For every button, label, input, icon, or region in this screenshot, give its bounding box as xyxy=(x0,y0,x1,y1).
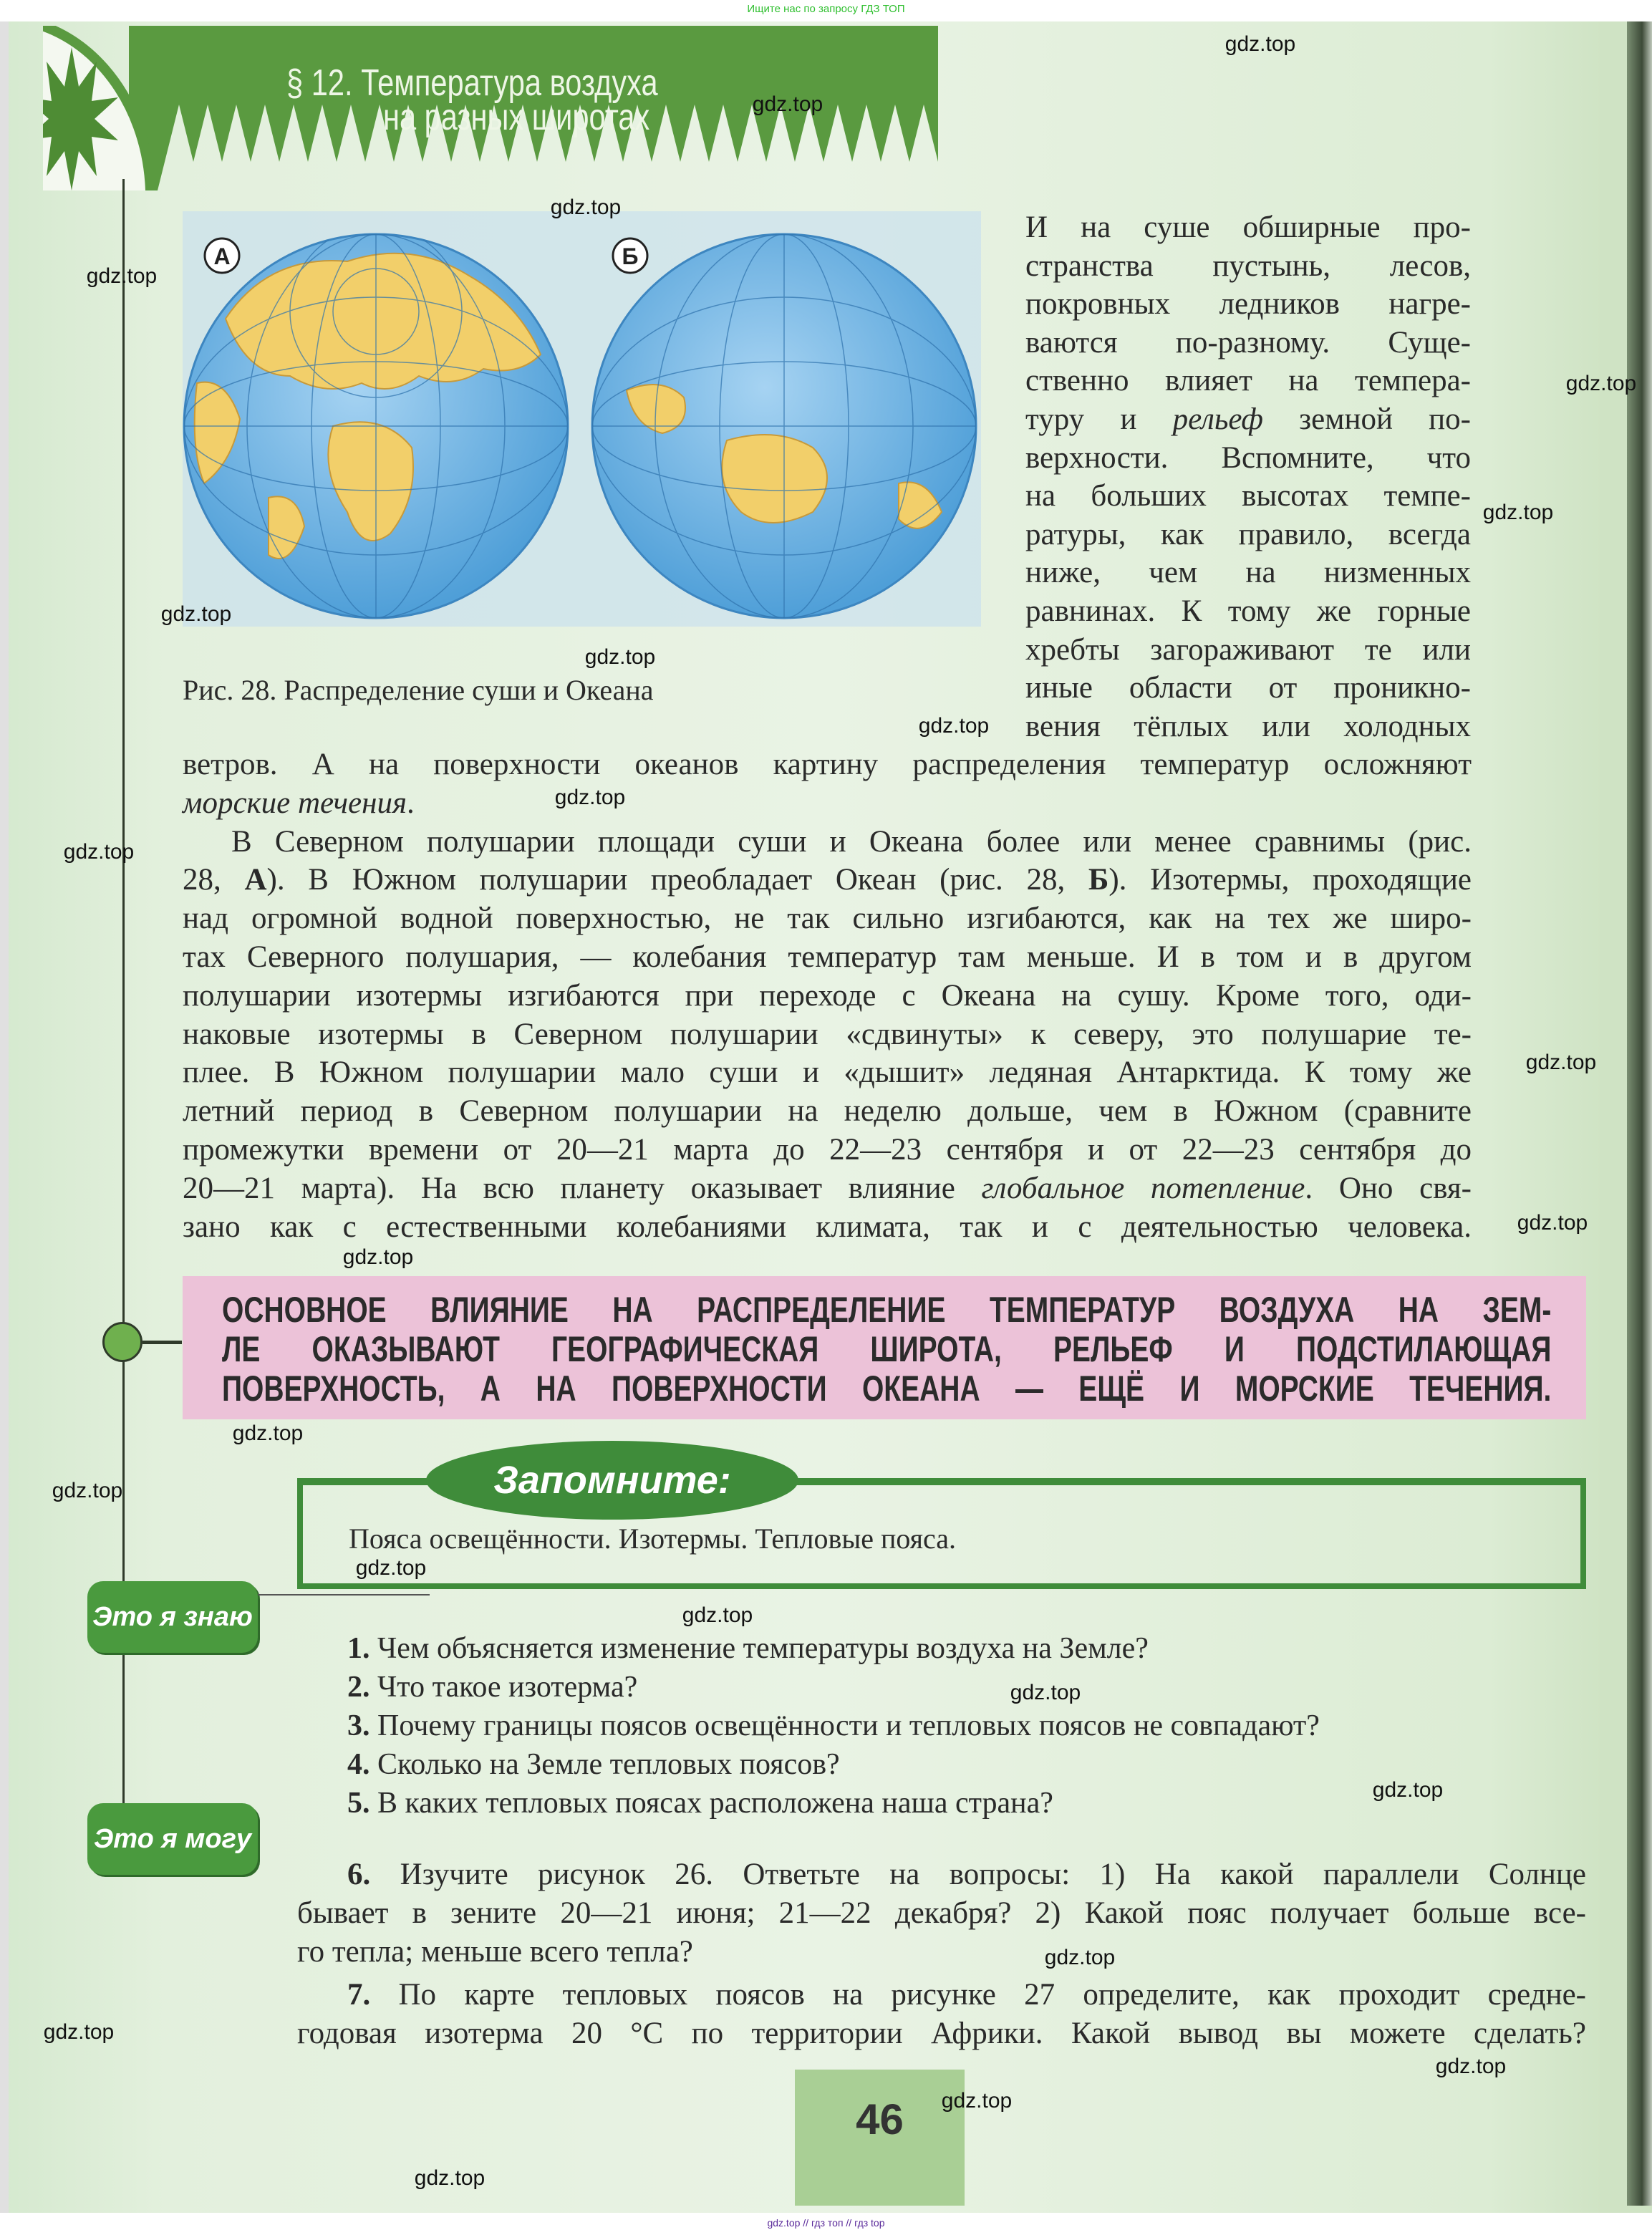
label-a-marker xyxy=(205,238,239,273)
text-run: туру и xyxy=(1025,402,1173,436)
text-line xyxy=(183,1055,1472,1091)
text-run: земной по- xyxy=(1262,402,1472,436)
tab-know-section: Это я знаю xyxy=(87,1581,258,1653)
task-number: 7. xyxy=(347,1978,371,2012)
watermark-text: gdz.top xyxy=(1010,1681,1081,1704)
watermark-text: gdz.top xyxy=(1482,501,1554,524)
text-line xyxy=(183,862,1472,898)
text-line xyxy=(183,786,1472,821)
watermark-text: gdz.top xyxy=(43,2020,115,2044)
text-run: летний период в Северном полушарии на неделю дольше, чем в Южном (сравните xyxy=(183,1094,1472,1129)
question-number: 5. xyxy=(347,1787,370,1820)
question-text: Что такое изотерма? xyxy=(369,1671,638,1704)
text-line xyxy=(183,747,1472,783)
text-run: над огромной водной поверхностью, не так сильно изгибаются, как на тех же широ- xyxy=(183,902,1472,936)
text-line xyxy=(183,1132,1472,1168)
page-left-margin xyxy=(0,21,9,2213)
watermark-text: gdz.top xyxy=(550,195,622,219)
timeline-connector xyxy=(143,1341,182,1344)
text-line xyxy=(1025,478,1471,514)
watermark-text: gdz.top xyxy=(584,645,656,669)
text-run: промежутки времени от 20—21 марта до 22—23 сентября и от 22—23 сентября до xyxy=(183,1133,1472,1167)
bottom-site-note: gdz.top // гдз топ // гдз top xyxy=(767,2217,885,2229)
text-line xyxy=(183,1171,1472,1207)
remember-terms: Пояса освещённости. Изотермы. Тепловые пояса. xyxy=(349,1522,957,1555)
question-text: Сколько на Земле тепловых поясов? xyxy=(369,1748,840,1781)
text-line xyxy=(183,940,1472,975)
conclusion-line: ПОВЕРХНОСТЬ, А НА ПОВЕРХНОСТИ ОКЕАНА — ЕЩЁ И МОРСКИЕ ТЕЧЕНИЯ. xyxy=(222,1368,1552,1409)
watermark-text: gdz.top xyxy=(1435,2055,1507,2078)
watermark-text: gdz.top xyxy=(1565,372,1637,395)
page-binding-shadow xyxy=(1627,21,1652,2206)
text-run: наковые изотермы в Северном полушарии «сдвинуты» к северу, это полушарие те- xyxy=(183,1017,1472,1051)
text-run: покровных ледников нагре- xyxy=(1025,287,1471,322)
text-run: И на суше обширные про- xyxy=(1025,211,1471,244)
task-line xyxy=(297,2016,1586,2051)
text-line xyxy=(1025,286,1471,322)
text-run: 28, xyxy=(183,863,245,897)
section-divider xyxy=(258,1594,430,1596)
watermark-text: gdz.top xyxy=(918,714,990,738)
task-text: Изучите рисунок 26. Ответьте на вопросы: 1) На какой параллели Солнце xyxy=(400,1858,1587,1891)
text-run: хребты загораживают те или xyxy=(1025,632,1471,667)
task-line xyxy=(347,1977,1586,2012)
watermark-text: gdz.top xyxy=(941,2089,1013,2113)
text-run: тах Северного полушария, — колебания температур там меньше. И в том и в другом xyxy=(183,940,1472,974)
label-b-marker xyxy=(613,238,647,273)
chapter-title-line1: § 12. Температура воздуха xyxy=(286,62,658,104)
task-text: По карте тепловых поясов на рисунке 27 определите, как проходит средне- xyxy=(398,1978,1587,2012)
text-line xyxy=(1025,632,1471,668)
watermark-text: gdz.top xyxy=(160,602,232,626)
chapter-title-line2: на разных широтах xyxy=(383,97,650,138)
watermark-text: gdz.top xyxy=(52,1479,123,1502)
figure-caption: Рис. 28. Распределение суши и Океана xyxy=(183,674,654,706)
text-line xyxy=(1025,402,1471,438)
text-run: В Северном полушарии площади суши и Океана более или менее сравнимы (рис. xyxy=(231,824,1472,859)
figure-28-globes xyxy=(183,211,981,627)
text-line xyxy=(1025,210,1471,246)
text-run: ственно влияет на темпера- xyxy=(1025,364,1471,398)
text-line xyxy=(183,1210,1472,1245)
text-line xyxy=(1025,517,1471,553)
watermark-text: gdz.top xyxy=(682,1603,753,1627)
question-number: 3. xyxy=(347,1709,370,1742)
watermark-text: gdz.top xyxy=(1224,32,1296,56)
task-text: годовая изотерма 20 °C по территории Африки. Какой вывод вы можете сделать? xyxy=(297,2017,1586,2050)
text-line xyxy=(183,901,1472,937)
text-line xyxy=(183,978,1472,1014)
watermark-text: gdz.top xyxy=(232,1421,304,1445)
text-run: зано как с естественными колебаниями климата, так и с деятельностью человека. xyxy=(183,1210,1472,1244)
text-line xyxy=(1025,363,1471,399)
question-item xyxy=(347,1631,1149,1666)
text-line xyxy=(1025,709,1471,745)
text-run: на больших высотах темпе- xyxy=(1025,479,1471,513)
conclusion-line: ЛЕ ОКАЗЫВАЮТ ГЕОГРАФИЧЕСКАЯ ШИРОТА, РЕЛЬЕФ И ПОДСТИЛАЮЩАЯ xyxy=(222,1329,1552,1369)
task-line xyxy=(347,1857,1586,1892)
task-line xyxy=(297,1896,1586,1931)
text-line xyxy=(1025,670,1471,706)
text-line xyxy=(183,1094,1472,1129)
question-number: 2. xyxy=(347,1671,370,1704)
question-item xyxy=(347,1747,840,1782)
text-run: ). Изотермы, проходящие xyxy=(1108,863,1472,897)
text-line xyxy=(1025,594,1471,629)
tab-can-section: Это я могу xyxy=(87,1803,258,1875)
bold-ref: Б xyxy=(1088,863,1109,897)
timeline-marker-dot xyxy=(102,1322,143,1362)
task-line xyxy=(297,1934,1586,1969)
watermark-text: gdz.top xyxy=(355,1556,427,1580)
text-run: ваются по-разному. Суще- xyxy=(1025,325,1471,359)
watermark-text: gdz.top xyxy=(752,92,823,116)
question-number: 4. xyxy=(347,1748,370,1781)
text-run: ветров. А на поверхности океанов картину распределения температур осложняют xyxy=(183,748,1472,781)
text-run: 20—21 марта). На всю планету оказывает влияние xyxy=(183,1171,982,1205)
globe-southern-hemisphere xyxy=(592,234,976,618)
task-text: го тепла; меньше всего тепла? xyxy=(297,1935,693,1969)
question-number: 1. xyxy=(347,1632,370,1665)
text-run: ратуры, как правило, всегда xyxy=(1025,517,1471,551)
watermark-text: gdz.top xyxy=(63,840,135,864)
page-number: 46 xyxy=(856,2095,904,2143)
question-text: Почему границы поясов освещённости и тепловых поясов не совпадают? xyxy=(369,1709,1320,1742)
italic-term: морские течения xyxy=(183,786,407,820)
remember-label: Запомните: xyxy=(426,1441,798,1520)
watermark-text: gdz.top xyxy=(554,786,626,809)
text-run: полушарии изотермы изгибаются при переходе с Океана на сушу. Кроме того, оди- xyxy=(183,978,1472,1013)
label-b: Б xyxy=(622,243,639,269)
text-run: плее. В Южном полушарии мало суши и «дышит» ледяная Антарктида. К тому же xyxy=(183,1056,1472,1090)
text-run: верхности. Вспомните, что xyxy=(1025,440,1471,475)
text-line xyxy=(1025,325,1471,361)
text-run: . xyxy=(406,786,415,820)
watermark-text: gdz.top xyxy=(86,264,158,288)
watermark-text: gdz.top xyxy=(414,2166,486,2190)
text-run: равнинах. К тому же горные xyxy=(1025,594,1471,628)
task-text: бывает в зените 20—21 июня; 21—22 декабря? 2) Какой пояс получает больше все- xyxy=(297,1896,1586,1930)
top-search-note: Ищите нас по запросу ГДЗ ТОП xyxy=(747,3,905,15)
question-item xyxy=(347,1786,1053,1820)
text-line xyxy=(1025,248,1471,284)
watermark-text: gdz.top xyxy=(1044,1946,1116,1969)
text-run: . Оно свя- xyxy=(1305,1171,1472,1205)
watermark-text: gdz.top xyxy=(342,1245,414,1269)
question-text: Чем объясняется изменение температуры воздуха на Земле? xyxy=(369,1632,1149,1665)
question-item xyxy=(347,1709,1320,1743)
watermark-text: gdz.top xyxy=(1372,1778,1444,1802)
text-line xyxy=(1025,555,1471,591)
task-number: 6. xyxy=(347,1858,371,1891)
text-line xyxy=(231,824,1472,860)
question-text: В каких тепловых поясах расположена наша страна? xyxy=(369,1787,1053,1820)
text-run: ниже, чем на низменных xyxy=(1025,556,1471,590)
watermark-text: gdz.top xyxy=(1525,1051,1597,1074)
text-run: вения тёплых или холодных xyxy=(1025,709,1471,743)
italic-term: рельеф xyxy=(1172,402,1263,436)
watermark-text: gdz.top xyxy=(1517,1211,1588,1235)
text-run: иные области от проникно- xyxy=(1025,671,1471,705)
text-run: ). В Южном полушарии преобладает Океан (рис. 28, xyxy=(266,863,1088,897)
conclusion-line: ОСНОВНОЕ ВЛИЯНИЕ НА РАСПРЕДЕЛЕНИЕ ТЕМПЕРАТУР ВОЗДУХА НА ЗЕМ- xyxy=(222,1290,1552,1330)
bold-ref: А xyxy=(244,863,267,897)
label-a: А xyxy=(213,243,231,269)
text-line xyxy=(183,1017,1472,1053)
text-run: странства пустынь, лесов, xyxy=(1025,248,1471,283)
text-line xyxy=(1025,440,1471,476)
italic-term: глобальное потепление xyxy=(981,1171,1305,1205)
question-item xyxy=(347,1670,637,1704)
